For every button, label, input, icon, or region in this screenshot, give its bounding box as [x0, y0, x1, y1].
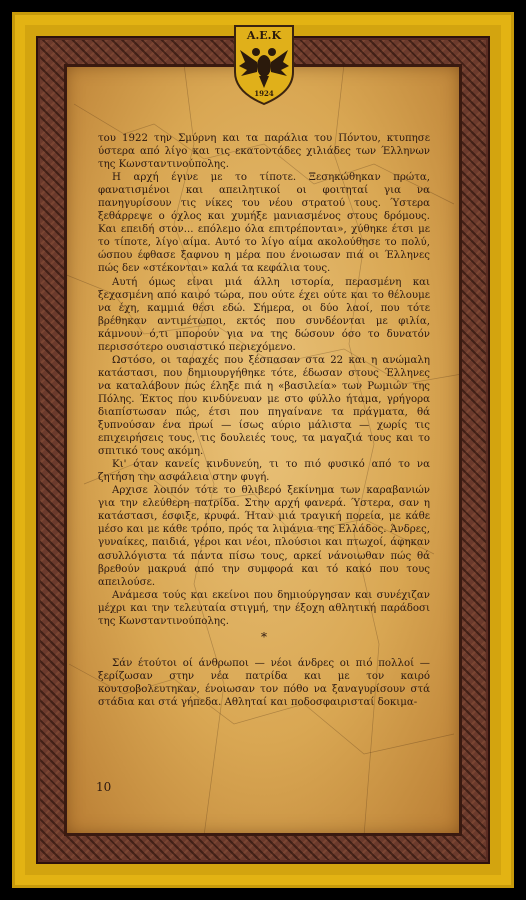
- section-separator: *: [261, 629, 267, 644]
- paragraph: Σάν έτούτοι οί άνθρωποι — νέοι άνδρες οι πιό πολλοί — ξερίζωσαν στην νέα πατρίδα και με τον καιρό κουτσοβολευτηκαν, ένοιωσαν τον πόθο να ξαναγυρίσουν στά στάδια και στά γήπεδα. Αθληταί και ποδοσφαιρισταί δοκιμα-: [98, 657, 430, 708]
- emblem-top-text: Α.Ε.Κ: [246, 29, 282, 42]
- paragraph: Κι' όταν κανείς κινδυνεύη, τι το πιό φυσικό από το να ζητήση την ασφάλεια στην φυγή.: [98, 459, 430, 484]
- page-number: 10: [96, 780, 112, 794]
- paragraph: του 1922 την Σμύρνη και τα παράλια του Πόντου, κτυπησε ύστερα από λίγο και τις εκατοντάδες χιλιάδες των Έλληνων της Κωνσταντινούπολης.: [98, 133, 430, 171]
- aek-emblem: [231, 22, 297, 106]
- paragraph: Η αρχή έγινε με το τίποτε. Ξεσηκώθηκαν πρώτα, φανατισμένοι και απειλητικοί οι φοιτηταί για να πανηγυρίσουν τις νίκες του νέου στρατού τους. Ύστερα ξεθάρρεψε ο όχλος και χυμήξε μανιασμένος στους δρόμους. Και επειδή στον... επόλεμο όλα επιτρέπονται», χύθηκε έτσι με το τίποτε, λίγο αίμα. Αυτό το λίγο αίμα ακολούθησε το πολύ, ώσπου έφθασε ξαφνου η μέρα που ένοιωσαν πιά οι Έλληνες πώς δεν «στέκονται» καλά τα κεφάλια τους.: [98, 172, 430, 275]
- paragraph: Αρχισε λοιπόν τότε το θλιβερό ξεκίνημα των καραβανιών για την ελεύθερη πατρίδα. Στην αρχή φανερά. Ύστερα, σαν η κατάστασι, έσφιξε, κρυφά. Ήταν μιά τραγική πορεία, με κάθε μέσο και με κάθε τρόπο, πρός τα λιμάνια της Ελλάδος. Άνδρες, γυναίκες, παιδιά, γέροι και νέοι, πλούσιοι και πτωχοί, άφηκαν ασυλλόγιστα τά πάντα πίσω τους, αρκεί νάνοιωθαν πώς θά βρεθούν μακρυά από την συμφορά και τό κακό που τους απειλούσε.: [98, 485, 430, 588]
- article-text: [98, 132, 430, 709]
- paragraph: Αυτή όμως είναι μιά άλλη ιστορία, περασμένη και ξεχασμένη από καιρό τώρα, που ούτε έχει ούτε και το θέλουμε να έχη, καμμιά θέσι εδώ. Σήμερα, οι δύο λαοί, που τότε βρέθηκαν αντιμέτωποι, εκτός που συνδέονται με φιλία, κάμνουν ό,τι μπορούν για να της δώσουν όσο το δυνατόν περισσότερο ουσιαστικό περιεχόμενο.: [98, 276, 430, 353]
- paragraph: Ωστόσο, οι ταραχές που ξέσπασαν στα 22 και η ανώμαλη κατάστασι, που δημιουργήθηκε τότε, έδωσαν στους Έλληνες να καταλάβουν πώς έληξε πιά η «βασιλεία» των Ρωμιών της Πόλης. Έκτος που κινδύνευαν με στο φύλλο ήταμα, γρήγορα διαπίστωσαν πώς, έτσι που πηγαίνανε τα πράγματα, θά ξυπνούσαν ένα πρωί — ίσως αύριο μάλιστα — χωρίς τις επιχειρήσεις τους, τις δουλειές τους, τα μαγαζιά τους και το σπιτικό τους ακόμη.: [98, 354, 430, 458]
- emblem-year: 1924: [254, 89, 274, 98]
- paragraph: Ανάμεσα τούς και εκείνοι που δημιούργησαν και συνέχιζαν μέχρι και την τελευταία στιγμή, την έξοχη αθλητική παράδοσι της Κωνσταντινούπολης.: [98, 589, 430, 627]
